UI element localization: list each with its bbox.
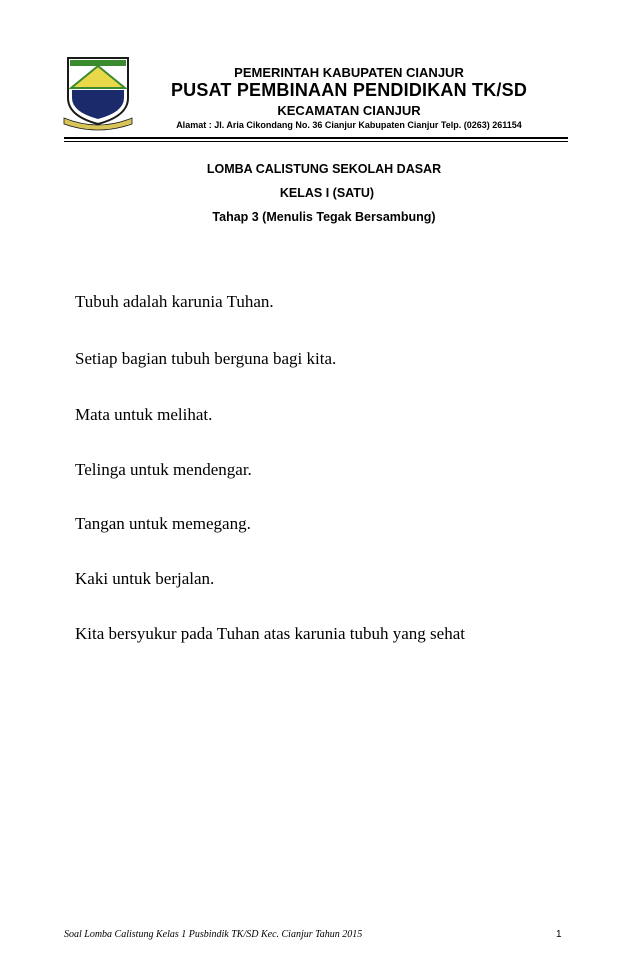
header-rule-thin [64,141,568,142]
body-line: Tubuh adalah karunia Tuhan. [75,292,274,311]
body-line: Setiap bagian tubuh berguna bagi kita. [75,349,337,368]
body-line: Kita bersyukur pada Tuhan atas karunia tubuh yang sehat [75,624,465,643]
kabupaten-cianjur-logo [62,52,134,132]
footer-caption: Soal Lomba Calistung Kelas 1 Pusbindik TK/SD Kec. Cianjur Tahun 2015 [64,929,363,940]
body-line: Telinga untuk mendengar. [75,460,252,479]
competition-title: LOMBA CALISTUNG SEKOLAH DASAR [206,162,442,176]
body-line: Tangan untuk memegang. [75,514,251,533]
page-number: 1 [556,929,562,940]
body-line: Kaki untuk berjalan. [75,569,215,588]
header-institution-line: PUSAT PEMBINAAN PENDIDIKAN TK/SD [170,80,528,100]
header-address: Alamat : Jl. Aria Cikondang No. 36 Cianjur Kabupaten Cianjur Telp. (0263) 261154 [176,120,522,130]
body-line: Mata untuk melihat. [75,405,213,424]
header-rule-thick [64,137,568,139]
class-title: KELAS I (SATU) [279,186,375,200]
header-government-line: PEMERINTAH KABUPATEN CIANJUR [234,65,464,80]
stage-title: Tahap 3 (Menulis Tegak Bersambung) [212,210,436,224]
header-district-line: KECAMATAN CIANJUR [277,103,421,118]
